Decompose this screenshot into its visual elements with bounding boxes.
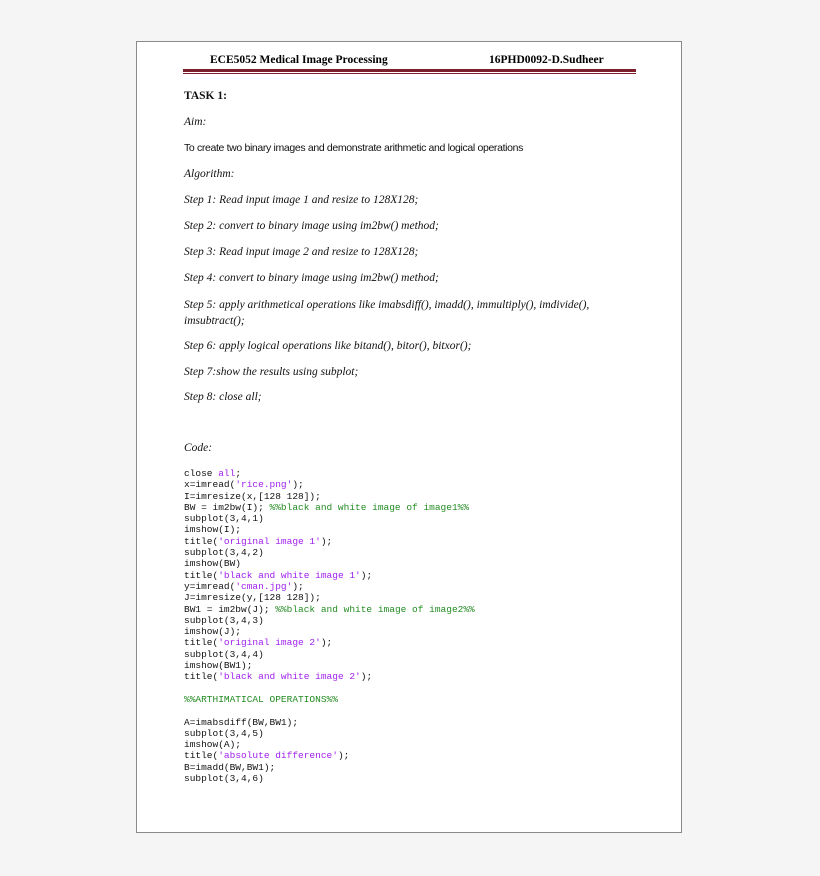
code-line <box>184 536 475 547</box>
algorithm-step-1: Step 1: Read input image 1 and resize to 128X128; <box>184 194 419 206</box>
header-rule-thin <box>183 73 636 74</box>
code-line <box>184 705 475 716</box>
algorithm-step-4: Step 4: convert to binary image using im2bw() method; <box>184 272 439 284</box>
code-line <box>184 513 475 524</box>
aim-text: To create two binary images and demonstrate arithmetic and logical operations <box>184 142 523 154</box>
code-text: title( <box>184 637 219 649</box>
code-line <box>184 773 475 784</box>
code-line <box>184 762 475 773</box>
code-comment: %%ARTHIMATICAL OPERATIONS%% <box>184 693 338 705</box>
code-text: title( <box>184 569 219 581</box>
aim-heading: Aim: <box>184 116 207 128</box>
code-string: 'original image 1' <box>218 535 321 547</box>
code-text: ); <box>320 535 333 547</box>
algorithm-step-6: Step 6: apply logical operations like bitand(), bitor(), bitxor(); <box>184 340 472 352</box>
code-line <box>184 750 475 761</box>
code-text: subplot(3,4,4) <box>184 648 264 660</box>
code-text: imshow(BW1); <box>184 660 253 672</box>
code-line <box>184 604 475 615</box>
code-line <box>184 694 475 705</box>
code-line <box>184 558 475 569</box>
code-line <box>184 468 475 479</box>
code-line <box>184 479 475 490</box>
student-id: 16PHD0092-D.Sudheer <box>489 54 604 66</box>
code-text: y=imread( <box>184 580 236 592</box>
code-text: subplot(3,4,1) <box>184 513 264 525</box>
code-text: BW = im2bw(I); <box>184 501 270 513</box>
header-rule-thick <box>183 69 636 72</box>
code-text: close <box>184 468 219 479</box>
code-line <box>184 570 475 581</box>
code-line <box>184 717 475 728</box>
code-string: 'rice.png' <box>235 479 293 491</box>
code-line <box>184 592 475 603</box>
course-title: ECE5052 Medical Image Processing <box>210 54 388 66</box>
code-text: subplot(3,4,2) <box>184 547 264 559</box>
algorithm-step-2: Step 2: convert to binary image using im2bw() method; <box>184 220 439 232</box>
code-line <box>184 626 475 637</box>
code-line <box>184 649 475 660</box>
code-text: ); <box>337 750 350 762</box>
code-comment: %%black and white image of image2%% <box>275 603 475 615</box>
code-string: 'cman.jpg' <box>235 580 293 592</box>
task-title: TASK 1: <box>184 90 227 102</box>
algorithm-step-5: Step 5: apply arithmetical operations like imabsdiff(), imadd(), immultiply(), imdivide(), imsubtract(); <box>184 299 590 327</box>
document-page <box>136 41 682 833</box>
code-text: imshow(BW) <box>184 558 242 570</box>
algorithm-step-3: Step 3: Read input image 2 and resize to 128X128; <box>184 246 419 258</box>
code-line <box>184 671 475 682</box>
code-text: ); <box>320 637 333 649</box>
code-text: imshow(I); <box>184 524 242 536</box>
code-line <box>184 547 475 558</box>
code-text: ; <box>235 468 242 479</box>
code-text: I=imresize(x,[128 128]); <box>184 490 321 502</box>
code-text: title( <box>184 535 219 547</box>
code-line <box>184 581 475 592</box>
code-text: J=imresize(y,[128 128]); <box>184 592 321 604</box>
code-comment: %%black and white image of image1%% <box>269 501 470 513</box>
code-line <box>184 637 475 648</box>
algorithm-step-7: Step 7:show the results using subplot; <box>184 366 359 378</box>
code-text: A=imabsdiff(BW,BW1); <box>184 716 299 728</box>
code-text: B=imadd(BW,BW1); <box>184 761 276 773</box>
code-text: ); <box>292 580 304 592</box>
code-line <box>184 739 475 750</box>
code-text: title( <box>184 671 219 683</box>
code-listing <box>184 468 475 784</box>
code-string: 'black and white image 1' <box>218 569 361 581</box>
code-text: title( <box>184 750 219 762</box>
code-string: 'absolute difference' <box>218 750 338 762</box>
code-string: 'black and white image 2' <box>218 671 361 683</box>
code-text: ); <box>292 479 304 491</box>
code-text: imshow(A); <box>184 739 242 751</box>
algorithm-heading: Algorithm: <box>184 168 235 180</box>
code-text: subplot(3,4,6) <box>184 773 264 785</box>
code-line <box>184 502 475 513</box>
code-text: subplot(3,4,3) <box>184 614 264 626</box>
code-text: ); <box>360 569 373 581</box>
code-line <box>184 491 475 502</box>
code-text: imshow(J); <box>184 626 242 638</box>
code-text: BW1 = im2bw(J); <box>184 603 276 615</box>
code-line <box>184 524 475 535</box>
code-text: x=imread( <box>184 479 236 491</box>
code-text: ); <box>360 671 373 683</box>
algorithm-step-8: Step 8: close all; <box>184 391 262 403</box>
code-line <box>184 660 475 671</box>
code-line <box>184 615 475 626</box>
code-string: all <box>218 468 236 479</box>
code-line <box>184 728 475 739</box>
code-text: subplot(3,4,5) <box>184 727 264 739</box>
code-heading: Code: <box>184 442 213 454</box>
code-string: 'original image 2' <box>218 637 321 649</box>
code-line <box>184 683 475 694</box>
